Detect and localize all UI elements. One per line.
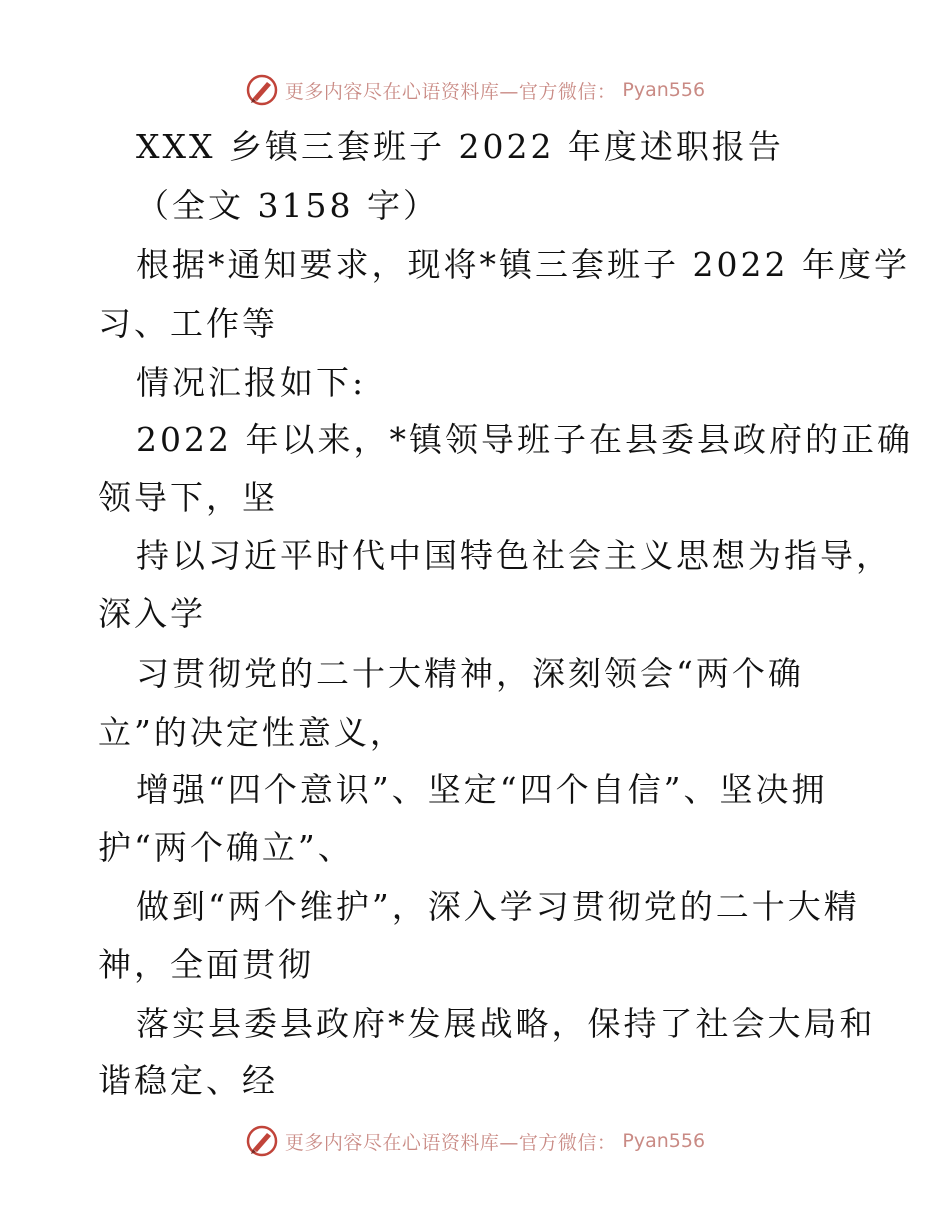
watermark-handle: Pyan556 bbox=[622, 1130, 706, 1152]
body-line: 2022 年以来，*镇领导班子在县委县政府的正确 bbox=[136, 420, 913, 459]
watermark-text: 更多内容尽在心语资料库—官方微信： bbox=[284, 80, 617, 103]
document-subtitle: （全文 3158 字） bbox=[136, 186, 439, 225]
body-line: 神，全面贯彻 bbox=[98, 945, 314, 984]
pen-logo-icon bbox=[245, 1124, 279, 1158]
body-line: 根据*通知要求，现将*镇三套班子 2022 年度学 bbox=[136, 245, 910, 284]
body-line: 持以习近平时代中国特色社会主义思想为指导， bbox=[136, 536, 892, 575]
watermark-banner-top bbox=[0, 70, 950, 110]
document-title: XXX 乡镇三套班子 2022 年度述职报告 bbox=[136, 127, 784, 166]
body-line: 情况汇报如下: bbox=[136, 363, 367, 402]
body-line: 落实县委县政府*发展战略，保持了社会大局和 bbox=[136, 1004, 876, 1043]
body-line: 立”的决定性意义， bbox=[98, 713, 406, 752]
body-line: 深入学 bbox=[98, 594, 206, 633]
pen-logo-icon bbox=[245, 73, 279, 107]
body-line: 护“两个确立”、 bbox=[98, 828, 354, 867]
body-line: 做到“两个维护”，深入学习贯彻党的二十大精 bbox=[136, 887, 860, 926]
body-line: 领导下，坚 bbox=[98, 478, 278, 517]
body-line: 谐稳定、经 bbox=[98, 1061, 278, 1100]
watermark-banner-bottom bbox=[0, 1121, 950, 1161]
watermark-text: 更多内容尽在心语资料库—官方微信： bbox=[284, 1131, 617, 1154]
body-line: 习贯彻党的二十大精神，深刻领会“两个确 bbox=[136, 654, 804, 693]
body-line: 增强“四个意识”、坚定“四个自信”、坚决拥 bbox=[136, 770, 828, 809]
watermark-handle: Pyan556 bbox=[622, 79, 706, 101]
body-line: 习、工作等 bbox=[98, 304, 278, 343]
